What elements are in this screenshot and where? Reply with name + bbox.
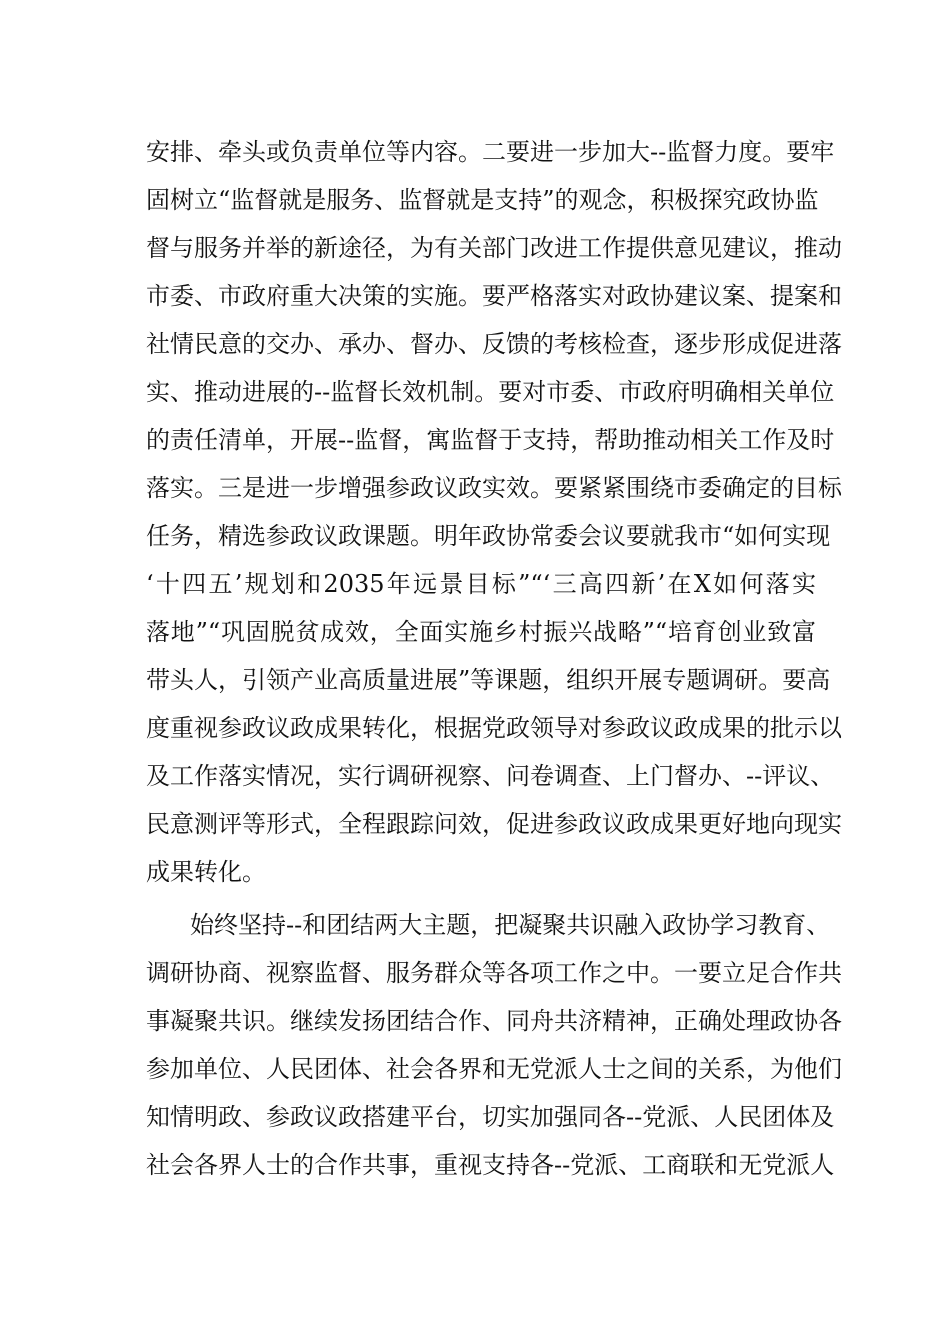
text-line: 调研协商、视察监督、服务群众等各项工作之中。一要立足合作共 <box>146 959 842 987</box>
text-line: 民意测评等形式，全程跟踪问效，促进参政议政成果更好地向现实 <box>146 810 842 838</box>
text-line: ‘十四五’规划和2035年远景目标”“‘三高四新’在X如何落实 <box>146 570 816 598</box>
text-line: 市委、市政府重大决策的实施。要严格落实对政协建议案、提案和 <box>146 282 842 310</box>
document-body <box>146 128 842 1189</box>
text-line: 知情明政、参政议政搭建平台，切实加强同各--党派、人民团体及 <box>146 1103 835 1131</box>
text-line: 实、推动进展的--监督长效机制。要对市委、市政府明确相关单位 <box>146 378 835 406</box>
text-line: 成果转化。 <box>146 858 266 886</box>
text-line: 落实。三是进一步增强参政议政实效。要紧紧围绕市委确定的目标 <box>146 474 842 502</box>
text-line: 督与服务并举的新途径，为有关部门改进工作提供意见建议，推动 <box>146 234 842 262</box>
text-line: 固树立“监督就是服务、监督就是支持”的观念，积极探究政协监 <box>146 186 819 214</box>
text-line: 始终坚持--和团结两大主题，把凝聚共识融入政协学习教育、 <box>190 911 831 939</box>
text-line: 及工作落实情况，实行调研视察、问卷调查、上门督办、--评议、 <box>146 762 835 790</box>
paragraph-1 <box>146 128 842 896</box>
paragraph-2 <box>146 901 842 1189</box>
text-line: 事凝聚共识。继续发扬团结合作、同舟共济精神，正确处理政协各 <box>146 1007 842 1035</box>
text-line: 社会各界人士的合作共事，重视支持各--党派、工商联和无党派人 <box>146 1151 835 1179</box>
text-line: 安排、牵头或负责单位等内容。二要进一步加大--监督力度。要牢 <box>146 138 835 166</box>
text-line: 社情民意的交办、承办、督办、反馈的考核检查，逐步形成促进落 <box>146 330 842 358</box>
text-line: 任务，精选参政议政课题。明年政协常委会议要就我市“如何实现 <box>146 522 831 550</box>
text-line: 的责任清单，开展--监督，寓监督于支持，帮助推动相关工作及时 <box>146 426 835 454</box>
text-line: 带头人，引领产业高质量进展”等课题，组织开展专题调研。要高 <box>146 666 831 694</box>
text-line: 落地”“巩固脱贫成效，全面实施乡村振兴战略”“培育创业致富 <box>146 618 816 646</box>
text-line: 参加单位、人民团体、社会各界和无党派人士之间的关系，为他们 <box>146 1055 842 1083</box>
text-line: 度重视参政议政成果转化，根据党政领导对参政议政成果的批示以 <box>146 714 842 742</box>
